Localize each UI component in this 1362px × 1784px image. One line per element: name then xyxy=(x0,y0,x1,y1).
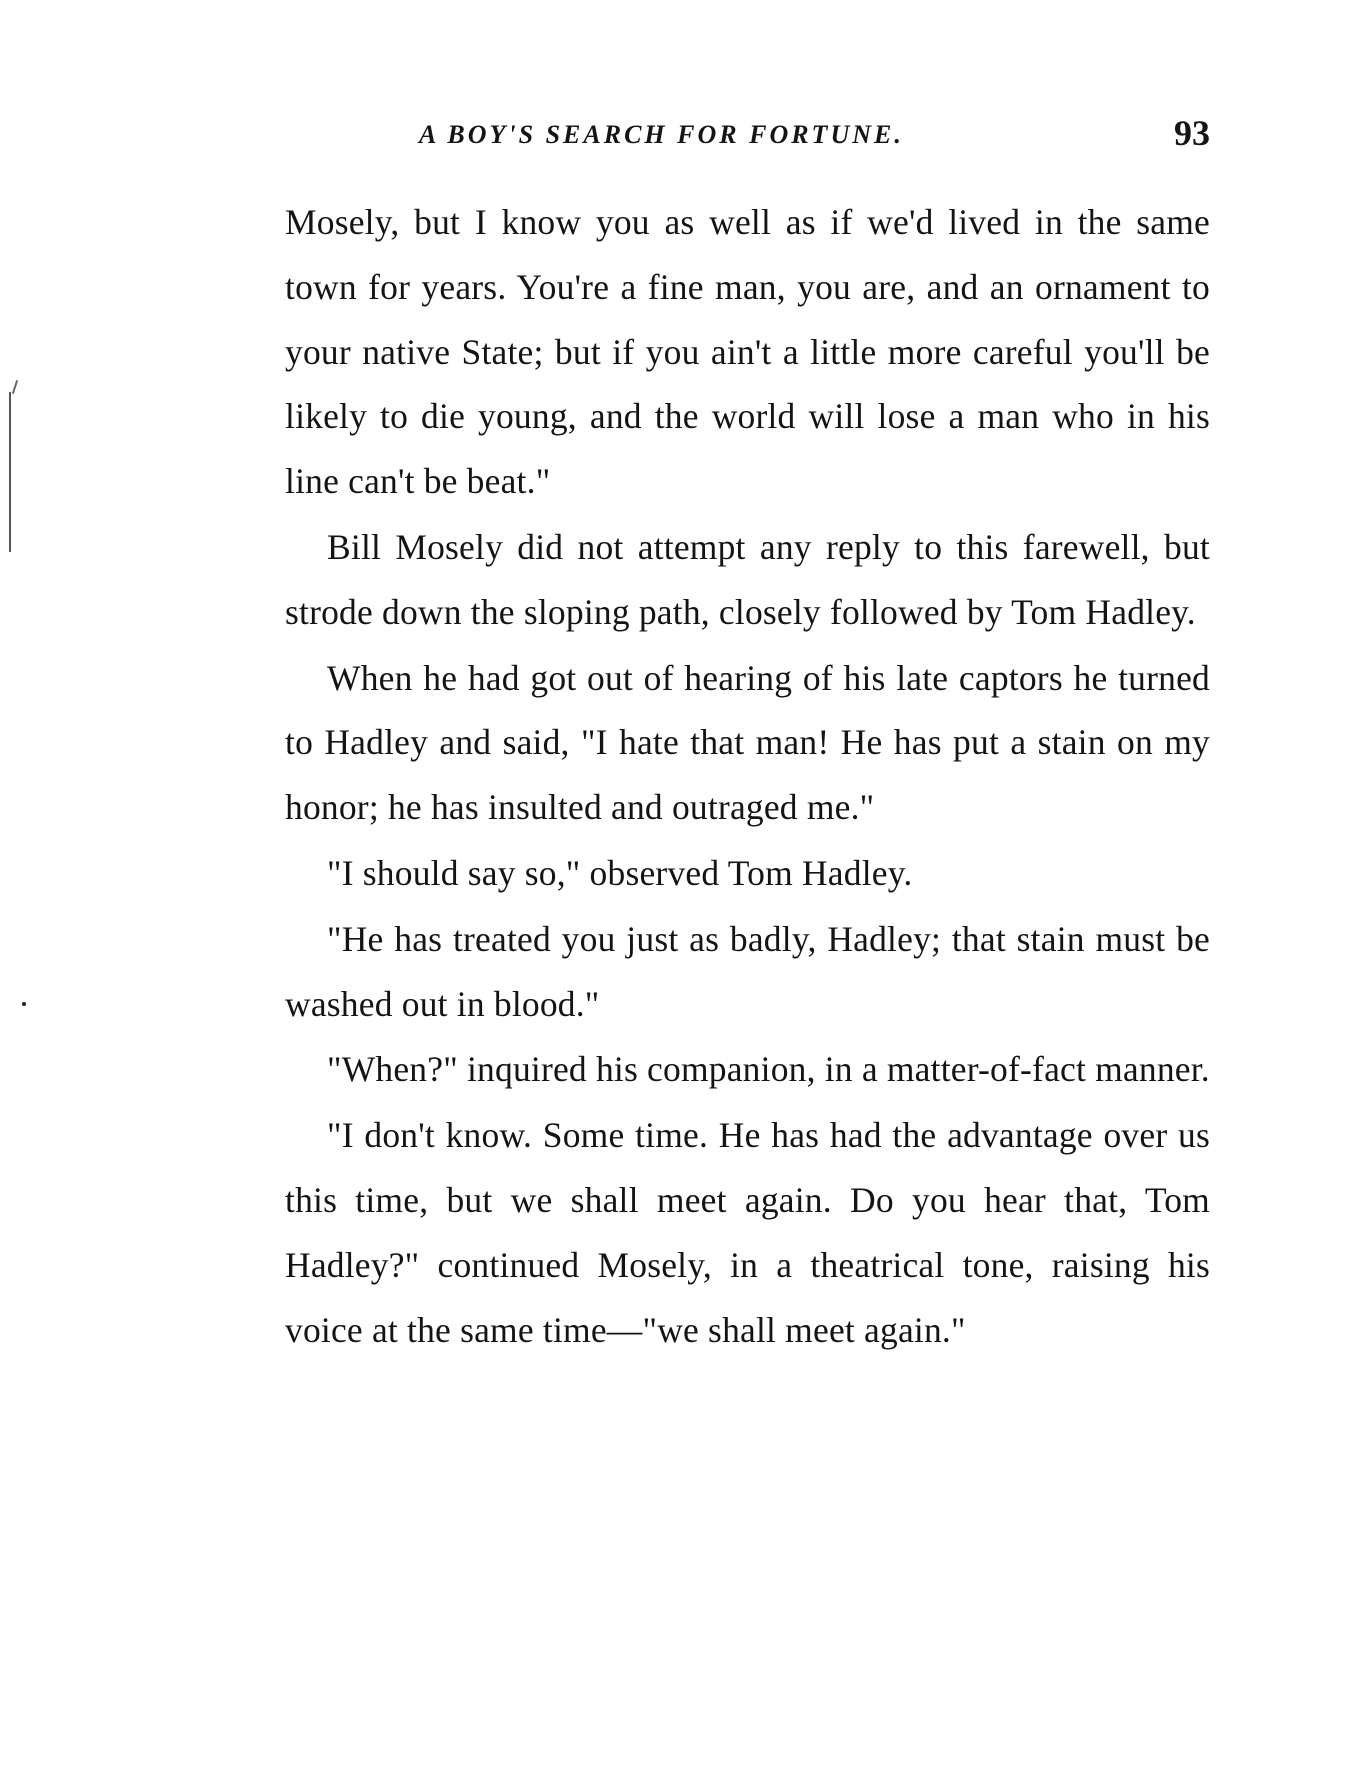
margin-tick-mark xyxy=(12,380,18,394)
body-text xyxy=(285,190,1210,1363)
page-number: 93 xyxy=(1174,113,1210,153)
paragraph-3: When he had got out of hearing of his late captors he turned to Hadley and said, "I hate that man! He has put a stain on my honor; he has insulted and outraged me." xyxy=(285,657,1210,828)
paragraph-1: Mosely, but I know you as well as if we'd lived in the same town for years. You're a fine man, you are, and an ornament to your native State; but if you ain't a little more careful you'll be likely to die young, and the world will lose a man who in his line can't be beat." xyxy=(285,202,1210,502)
running-title: A BOY'S SEARCH FOR FORTUNE. xyxy=(419,120,904,149)
paragraph-6: "When?" inquired his companion, in a matter-of-fact manner. xyxy=(327,1049,1210,1090)
running-head xyxy=(285,108,1210,158)
ink-speck xyxy=(22,1002,26,1006)
paragraph-4: "I should say so," observed Tom Hadley. xyxy=(327,852,913,893)
margin-rule-mark xyxy=(9,392,11,552)
paragraph-7: "I don't know. Some time. He has had the advantage over us this time, but we shall meet again. Do you hear that, Tom Hadley?" continued Mosely, in a theatrical tone, raising his voice at the same time—"we shall meet again." xyxy=(285,1115,1210,1350)
paragraph-2: Bill Mosely did not attempt any reply to this farewell, but strode down the sloping path, closely followed by Tom Hadley. xyxy=(285,526,1210,632)
paragraph-5: "He has treated you just as badly, Hadley; that stain must be washed out in blood." xyxy=(285,918,1210,1024)
